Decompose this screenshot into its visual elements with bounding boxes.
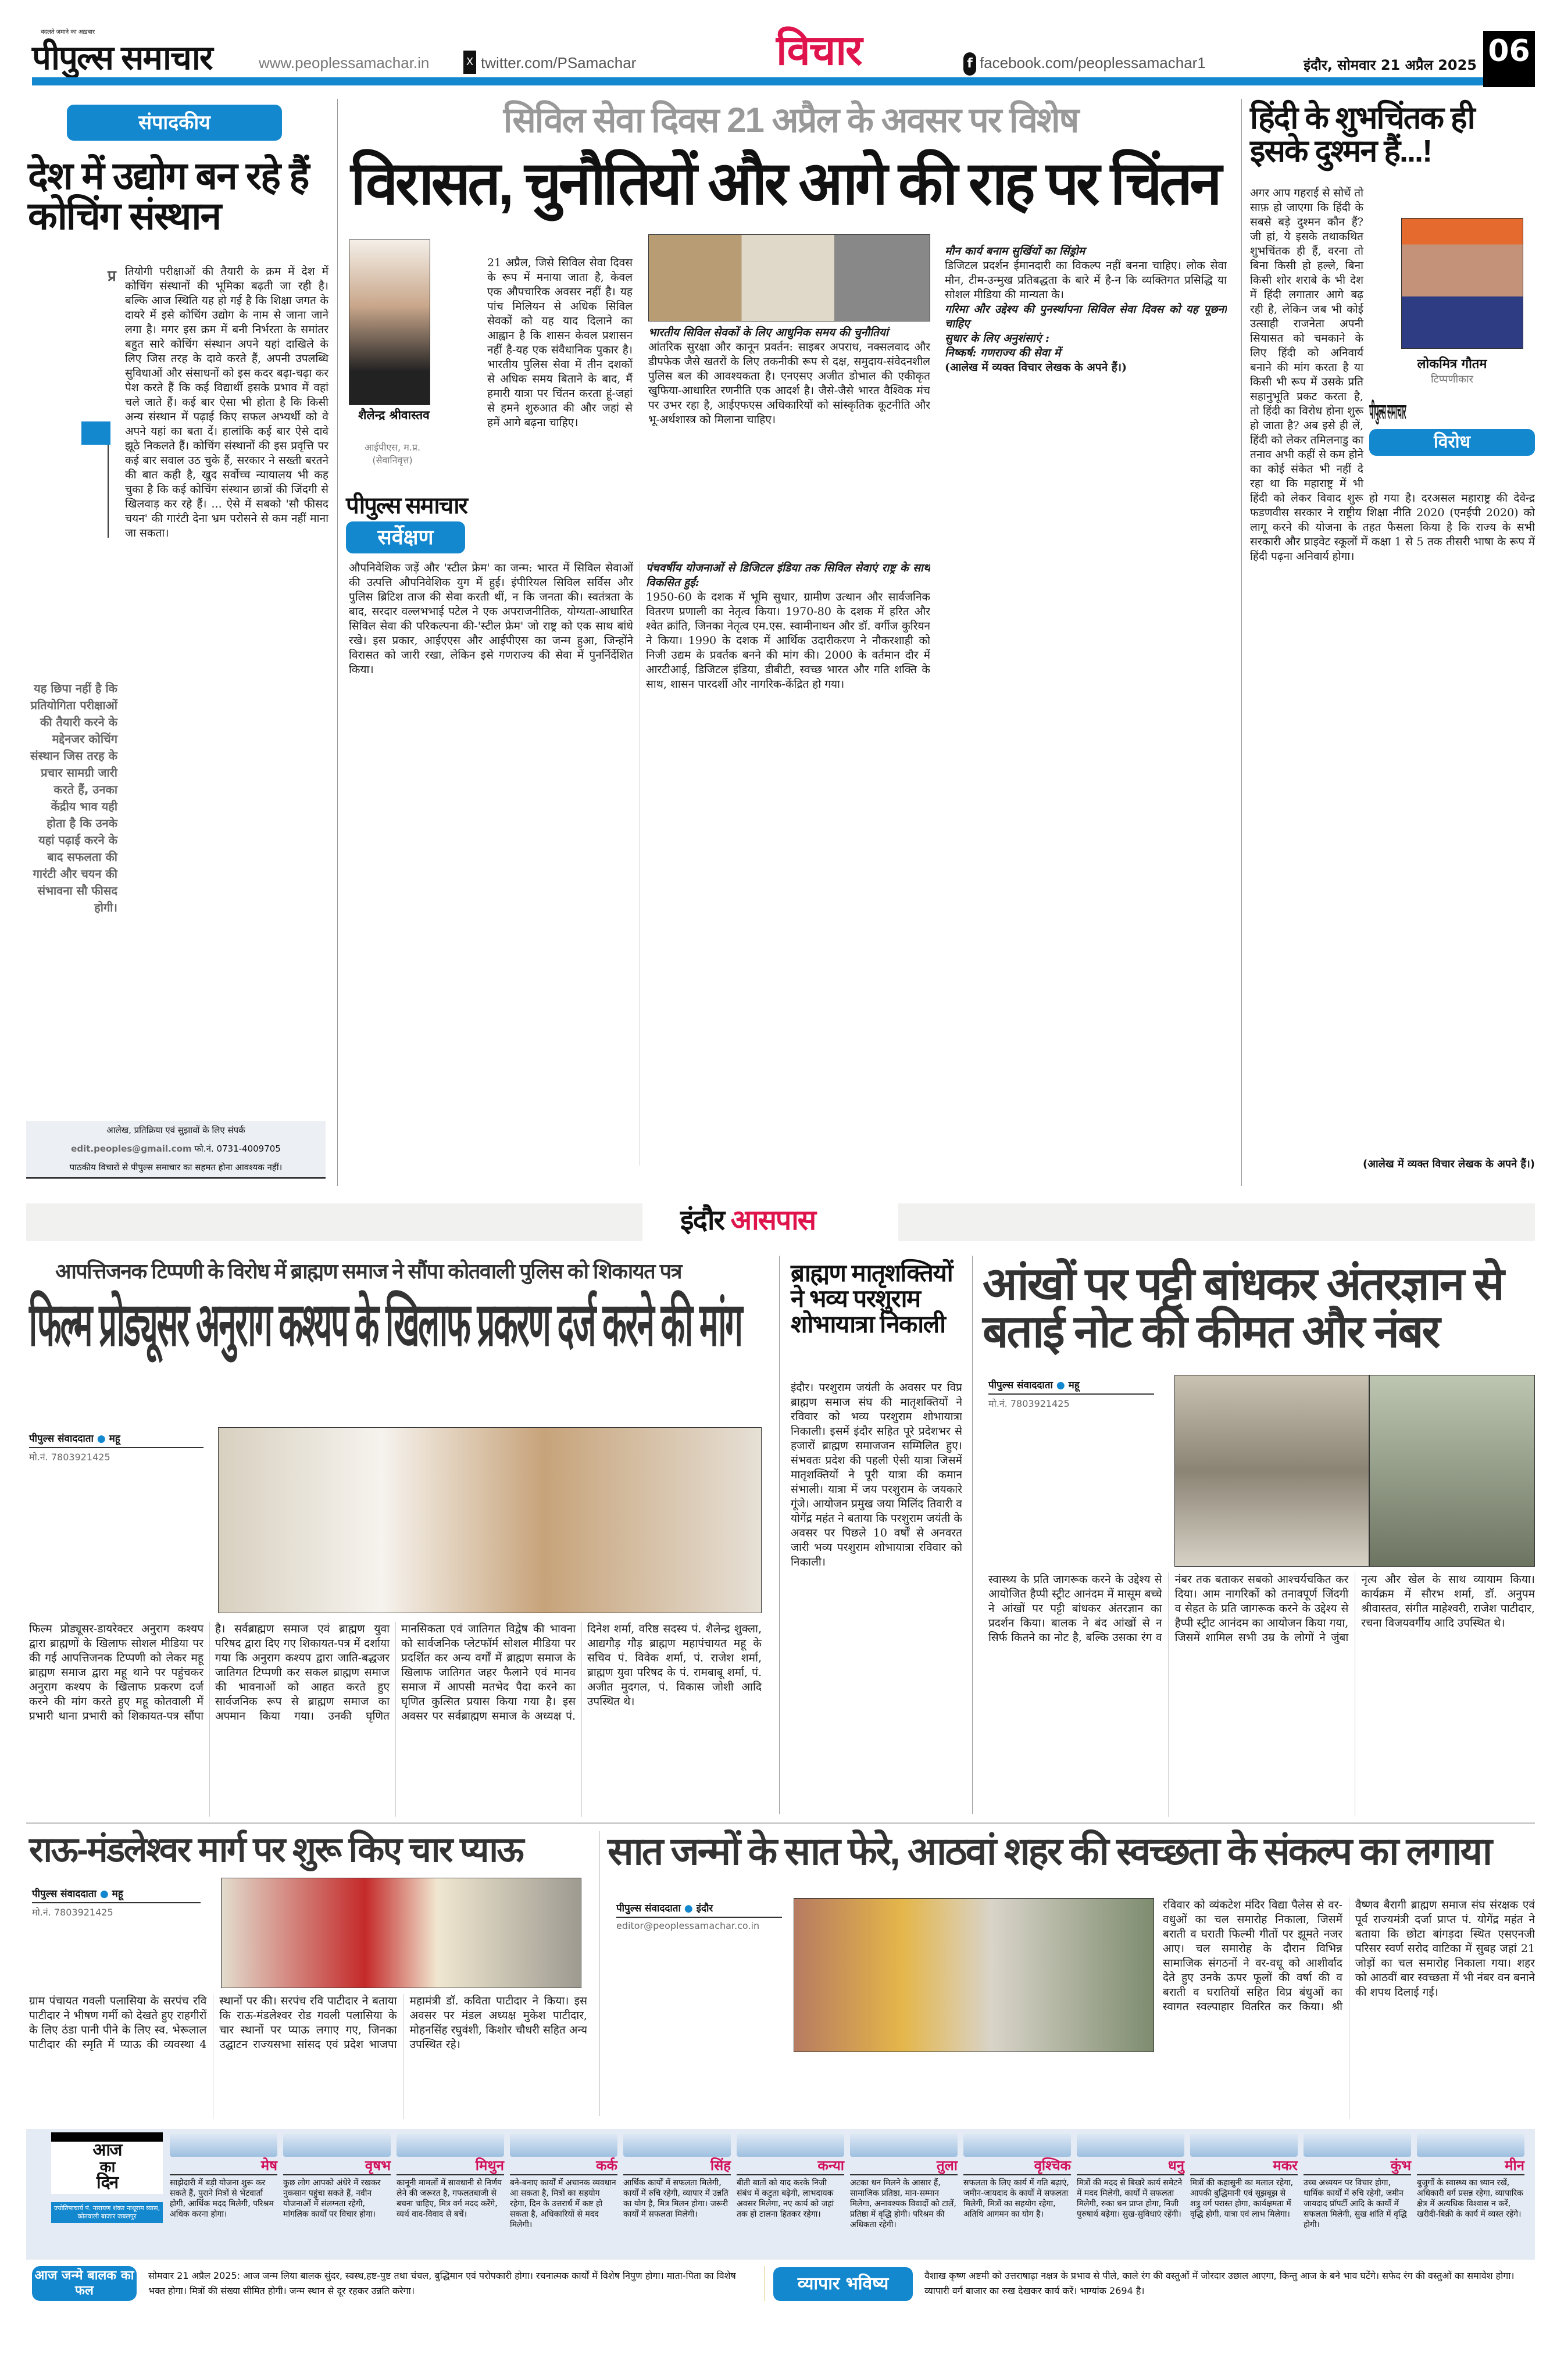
born-today-label: आज जन्मे बालक का फल	[32, 2266, 137, 2301]
opinion-series-logo: पीपुल्स समाचार	[1369, 399, 1406, 423]
sign-name: तुला	[850, 2157, 958, 2175]
sign-text: सफलता के लिए कार्य में गति बढ़ाएं, जमीन-जायदाद के कार्यों में सफलता मिलेगी, मित्रों का सहयोग रहेगा, अतिथि आगमन का योग है।	[963, 2178, 1069, 2219]
horoscope-sign	[1417, 2134, 1524, 2220]
page-number: 06	[1483, 31, 1535, 87]
sign-name: वृषभ	[283, 2157, 391, 2175]
zodiac-icon	[1190, 2134, 1298, 2157]
opinion-series-badge: विरोध	[1369, 429, 1535, 456]
sign-text: उच्च अध्ययन पर विचार होगा, धार्मिक कार्यों में रुचि रहेगी, जमीन जायदाद प्रॉपर्टी आदि के कार्यों में सफलता मिलेगी, सुख शांति में वृद्धि होगी।	[1304, 2178, 1407, 2229]
sign-name: मीन	[1417, 2157, 1524, 2175]
story3-headline: आंखों पर पट्टी बांधकर अंतरज्ञान से बताई नोट की कीमत और नंबर	[983, 1258, 1503, 1357]
editorial-headline: देश में उद्योग बन रहे हैं कोचिंग संस्थान	[28, 154, 309, 238]
lead-body-4: डिजिटल प्रदर्शन ईमानदारी का विकल्प नहीं बनना चाहिए। लोक सेवा मौन, टीम-उन्मुख प्रतिबद्धता के बारे में है-न कि व्यक्तिगत प्रसिद्धि या सोशल मीडिया की मान्यता के।	[945, 259, 1227, 301]
sign-name: कुंभ	[1304, 2157, 1411, 2175]
zodiac-icon	[737, 2134, 844, 2157]
author-photo	[349, 240, 430, 405]
story5-photo	[794, 1898, 1154, 2052]
sign-text: साझेदारी में बड़ी योजना शुरू कर सकते हैं, पुराने मित्रों से भेंटवार्ता होगी, आर्थिक मदद मिलेगी, परिश्रम अधिक करना होगा।	[170, 2178, 274, 2219]
story3-photo-child	[1369, 1375, 1535, 1567]
lead-body-2: 1950-60 के दशक में भूमि सुधार, ग्रामीण उत्थान और सार्वजनिक वितरण प्रणाली का नेतृत्व किया। 1970-80 के दशक में हरित और श्वेत क्रांति, जिनका नेतृत्व एम.एस. स्वामीनाथन और डॉ. वर्गीज कुरियन ने किया। 1990 के दशक में आर्थिक उदारीकरण ने नौकरशाही को निजी उद्यम के प्रवर्तक बनने की मांग की। 2000 के वर्तमान दौर में आरटीआई, डिजिटल इंडिया, डीबीटी, स्वच्छ भारत और गति शक्ति के साथ, शासन पारदर्शी और नागरिक-केंद्रित हो गया।	[646, 591, 930, 691]
sign-text: बीती बातों को याद करके निजी संबंध में कटुता बढ़ेगी, लाभदायक अवसर मिलेगा, नए कार्य को जहां तक हो टालना हितकर रहेगा।	[737, 2178, 834, 2219]
story1-byline: पीपुल्स संवाददाता ● महू	[29, 1431, 203, 1448]
horoscope-sign	[737, 2134, 844, 2220]
opinion-text: अगर आप गहराई से सोचें तो साफ़ हो जाएगा कि हिंदी के सबसे बड़े दुश्मन कौन हैं? जी हां, ये इसके तथाकथित शुभचिंतक ही हैं, वरना तो बिना किसी हो हल्ले, बिना किसी शोर शराबे के भी देश में हिंदी लगातार आगे बढ़ रही है, लेकिन जब भी कोई उत्साही राजनेता अपनी सियासत को चमकाने के लिए हिंदी को अनिवार्य बनाने की मांग करता है या किसी भी रूप में उसके प्रति सहानुभूति प्रकट करता है, तो हिंदी का विरोध होना शुरू हो जाता है? अब इसे ही लें, हिंदी को लेकर तमिलनाडु का तनाव अभी कहीं से कम होने का कोई संकेत भी नहीं दे रहा था कि महाराष्ट्र में भी हिंदी को लेकर विवाद शुरू हो गया है। दरअसल महाराष्ट्र की देवेन्द्र फडणवीस सरकार ने राष्ट्रीय शिक्षा नीति 2020 (एनईपी 2020) को लागू करने की योजना के तहत फैसला किया है कि राज्य के सभी सरकारी और प्राइवेट स्कूलों में कक्षा 1 से 5 तक तीसरी भाषा के रूप में हिंदी पढ़ना अनिवार्य होगा।	[1250, 187, 1535, 563]
contact-phone: फो.नं. 0731-4009705	[194, 1143, 281, 1154]
opinion-body	[1250, 186, 1535, 1139]
lead-intro: 21 अप्रैल, जिसे सिविल सेवा दिवस के रूप में मनाया जाता है, केवल एक औपचारिक अवसर नहीं है। यह पांच मिलियन से अधिक सिविल सेवकों को यह याद दिलाने का आह्वान है कि शासन केवल प्रशासन नहीं है-यह एक संवैधानिक पुकार है। भारतीय पुलिस सेवा में तीन दशकों से अधिक समय बिताने के बाद, मैं हमारी यात्रा पर चिंतन करता हूं-जहां से हमने शुरुआत की और जहां से हमें आगे बढ़ना चाहिए।	[487, 256, 633, 429]
zodiac-icon	[170, 2134, 277, 2157]
contact-line: आलेख, प्रतिक्रिया एवं सुझावों के लिए संपर्क	[106, 1125, 245, 1135]
story4-text: ग्राम पंचायत गवली पलासिया के सरपंच रवि पाटीदार ने भीषण गर्मी को देखते हुए राहगीरों के लिए ठंडा पानी पीने के लिए स्व. भेरूलाल पाटीदार की स्मृति में प्याऊ की व्यवस्था 4 स्थानों पर की। सरपंच रवि पाटीदार ने बताया कि राऊ-मंडलेश्वर रोड गवली पलासिया के चार स्थानों पर प्याऊ लगाए गए, जिनका उद्घाटन राज्यसभा सांसद एवं प्रदेश भाजपा महामंत्री डॉ. कविता पाटीदार ने किया। इस अवसर पर मंडल अध्यक्ष मुकेश पाटीदार, मोहनसिंह रघुवंशी, किशोर चौधरी सहित अन्य उपस्थित रहे।	[29, 1995, 587, 2051]
sign-name: मिथुन	[397, 2157, 504, 2175]
byline-reporter: पीपुल्स संवाददाता	[988, 1380, 1053, 1391]
story5-headline: सात जन्मों के सात फेरे, आठवां शहर की स्वच्छता के संकल्प का लगाया	[608, 1829, 1491, 1872]
divider	[26, 1822, 1535, 1824]
story1-body	[29, 1622, 762, 1817]
zodiac-icon	[1304, 2134, 1411, 2157]
zodiac-icon	[850, 2134, 958, 2157]
story5-email[interactable]: editor@peoplessamachar.co.in	[616, 1920, 760, 1931]
business-text: वैशाख कृष्ण अष्टमी को उत्तराषाढ़ा नक्षत्र के प्रभाव से पीले, काले रंग की वस्तुओं में जोरदार उछाल आएगा, किन्तु आज के बने भाव घटेंगे। सफेद रंग की वस्तुओं का समावेश होगा। व्यापारी वर्ग बाजार का रुख देखकर कार्य करें। भाग्यांक 2694 है।	[924, 2270, 1515, 2296]
title-aaj: आज	[92, 2140, 122, 2160]
sign-name: कर्क	[510, 2157, 617, 2175]
lead-headline: विरासत, चुनौतियों और आगे की राह पर चिंतन	[351, 150, 1219, 217]
section-title: विचार	[776, 27, 862, 74]
photo-caption-subhead: भारतीय सिविल सेवकों के लिए आधुनिक समय की चुनौतियां	[648, 326, 888, 339]
lead-endnote: (आलेख में व्यक्त विचार लेखक के अपने हैं।)	[945, 361, 1127, 374]
byline-place: इंदौर	[696, 1903, 713, 1914]
series-badge: सर्वेक्षण	[346, 521, 465, 553]
story1-byline-block	[29, 1431, 203, 1463]
lead-subhead-3: गरिमा और उद्देश्य की पुनर्स्थापना सिविल सेवा दिवस को यह पूछना चाहिए	[945, 303, 1227, 330]
born-today-text: सोमवार 21 अप्रैल 2025: आज जन्म लिया बालक सुंदर, स्वस्थ,हष्ट-पुष्ट तथा चंचल, बुद्धिमान एवं परोपकारी होगा। रचनात्मक कार्यों में विशेष निपुण होगा। माता-पिता का विशेष भक्त होगा। मित्रों की संख्या सीमित होगी। जन्म स्थान से दूर रहकर उन्नति करेगा।	[148, 2270, 736, 2296]
lead-subhead-2: मौन कार्य बनाम सुर्खियों का सिंड्रोम	[945, 245, 1085, 258]
sign-text: बुजुर्गों के स्वास्थ्य का ध्यान रखें, अधिकारी वर्ग प्रसन्न रहेगा, व्यापारिक क्षेत्र में अत्यधिक विश्वास न करें, खरीदी-बिक्री के कार्य में व्यस्त रहेंगे।	[1417, 2178, 1523, 2219]
facebook-link[interactable]: facebook.com/peoplessamachar1	[980, 54, 1206, 72]
horoscope-title	[51, 2132, 163, 2194]
title-ka: का	[99, 2158, 115, 2175]
x-twitter-icon: X	[463, 51, 476, 74]
zodiac-icon	[1417, 2134, 1524, 2157]
opinion-headline: हिंदी के शुभचिंतक ही इसके दुश्मन हैं...!	[1250, 101, 1474, 169]
sign-text: अटका धन मिलने के आसार हैं, सामाजिक प्रतिष्ठा, मान-सम्मान मिलेगा, अनावश्यक विवादों को टालें, प्रतिष्ठा में वृद्धि होगी। परिश्रम की अधिकता रहेगी।	[850, 2178, 956, 2229]
quote-flag-icon	[81, 421, 110, 445]
horoscope-sign	[850, 2134, 958, 2230]
author-role: आईपीएस, म.प्र.	[364, 442, 421, 453]
sign-text: आर्थिक कार्यों में सफलता मिलेगी, कार्यों में रुचि रहेगी, व्यापार में उन्नति का योग है, मित्र मिलन होगा। जरूरी कार्यों में सफलता मिलेगी।	[623, 2178, 728, 2219]
contact-email[interactable]: edit.peoples@gmail.com	[71, 1143, 192, 1154]
sign-name: सिंह	[623, 2157, 731, 2175]
sign-name: धनु	[1077, 2157, 1184, 2175]
series-logo: पीपुल्स समाचार	[346, 493, 467, 519]
tagline: बदलते ज़माने का अख़बार	[41, 29, 95, 35]
disclaimer: पाठकीय विचारों से पीपुल्स समाचार का सहमत होना आवश्यक नहीं।	[69, 1162, 283, 1173]
lead-subhead-5: निष्कर्ष: गणराज्य की सेवा में	[945, 346, 1061, 359]
lead-subhead-4: सुधार के लिए अनुशंसाएं :	[945, 332, 1049, 345]
byline-reporter: पीपुल्स संवाददाता	[32, 1888, 97, 1900]
byline-reporter: पीपुल्स संवाददाता	[616, 1903, 681, 1914]
section-sub: आसपास	[730, 1205, 816, 1236]
lead-subhead-1: पंचवर्षीय योजनाओं से डिजिटल इंडिया तक सिविल सेवाएं राष्ट्र के साथ विकसित हुईं:	[646, 562, 930, 589]
sign-text: बने-बनाए कार्यों में अचानक व्यवधान आ सकता है, मित्रों का सहयोग रहेगा, दिन के उत्तरार्ध में कष्ट हो सकता है, अधिकारियों से मदद मिलेगी।	[510, 2178, 616, 2229]
opinion-endnote: (आलेख में व्यक्त विचार लेखक के अपने हैं।)	[1363, 1158, 1535, 1170]
sign-text: कुछ लोग आपको अंधेरे में रखकर नुकसान पहुंचा सकते हैं, नवीन योजनाओं में संलग्नता रहेगी, मांगलिक कार्यों पर विचार होगा।	[283, 2178, 381, 2219]
section-band-right	[898, 1203, 1535, 1241]
header-bar	[32, 77, 1483, 85]
horoscope-sign	[397, 2134, 504, 2220]
story2-headline: ब्राह्मण मातृशक्तियों ने भव्य परशुराम शोभायात्रा निकाली	[791, 1259, 953, 1338]
lead-kicker: सिविल सेवा दिवस 21 अप्रैल के अवसर पर विशेष	[503, 101, 1079, 140]
author-status: (सेवानिवृत्त)	[372, 455, 413, 466]
editorial-pullquote: यह छिपा नहीं है कि प्रतियोगिता परीक्षाओं की तैयारी करने के मद्देनजर कोचिंग संस्थान जिस तरह के प्रचार सामग्री जारी करते हैं, उनका केंद्रीय भाव यही होता है कि उनके यहां पढ़ाई करने के बाद सफलता की गारंटी और चयन की संभावना सौ फीसद होगी।	[30, 681, 117, 914]
byline-place: महू	[112, 1888, 123, 1900]
zodiac-icon	[1077, 2134, 1184, 2157]
sign-name: मकर	[1190, 2157, 1298, 2175]
story1-mobile: मो.नं. 7803921425	[29, 1452, 110, 1463]
contact-box	[26, 1121, 326, 1179]
horoscope-sign	[623, 2134, 731, 2220]
horoscope-sign	[283, 2134, 391, 2220]
story3-body	[988, 1573, 1535, 1817]
author-name: शैलेन्द्र श्रीवास्तव	[358, 408, 430, 422]
horoscope-sign	[963, 2134, 1071, 2220]
sign-name: मेष	[170, 2157, 277, 2175]
story4-byline-block	[32, 1886, 201, 1918]
dateline: इंदौर, सोमवार 21 अप्रैल 2025	[1304, 57, 1477, 73]
lead-right-column	[945, 244, 1227, 1168]
zodiac-icon	[283, 2134, 391, 2157]
horoscope-sign	[510, 2134, 617, 2230]
astrologer-credit: ज्योतिषाचार्य पं. नारायण शंकर नाथूराम व्यास, कोतवाली बाजार जबलपुर	[51, 2202, 163, 2223]
editorial-body: तियोगी परीक्षाओं की तैयारी के क्रम में देश में कोचिंग संस्थानों की भूमिका बढ़ती जा रही है। बल्कि आज स्थिति यह हो गई है कि शिक्षा जगत के दायरे में इसे कोचिंग उद्योग के नाम से जाना जाने लगा है। मगर इस क्रम में बनी निर्भरता के समांतर बहुत सारे कोचिंग संस्थान अपने यहां दाखिले के लिए जिस तरह के दावे करते हैं, अपनी उपलब्धि सुविधाओं और संसाधनों को इस कदर बढ़ा-चढ़ा कर पेश करते हैं कि कई विद्यार्थी इसके प्रभाव में वहां चले जाते हैं। कई बार ऐसा भी होता है कि किसी अन्य संस्थान में पढ़ाई किए सफल अभ्यर्थी को वे अपने यहां का बता दें। हालांकि कई बार ऐसे दावे झूठे निकलते हैं। कोचिंग संस्थानों की इस प्रवृत्ति पर कई बार सवाल उठ चुके हैं, सरकार ने सख्ती बरतने की बात कही है, खुद सर्वोच्च न्यायालय भी कह चुका है कि कई कोचिंग संस्थान छात्रों की जिंदगी से खिलवाड़ कर रहे हैं। ... ऐसे में सबको 'सौ फीसद चयन' की गारंटी देना भ्रम परोसने से कम नहीं माना जा सकता।	[125, 265, 328, 539]
horoscope-sign	[1190, 2134, 1298, 2220]
section-band-left	[26, 1203, 642, 1241]
section-city: इंदौर	[680, 1205, 724, 1236]
story3-mobile: मो.नं. 7803921425	[988, 1398, 1070, 1409]
title-din: दिन	[96, 2173, 118, 2192]
newspaper-logo: पीपुल्स समाचार	[32, 39, 212, 77]
byline-place: महू	[109, 1433, 120, 1445]
local-section-title	[680, 1206, 815, 1235]
horoscope-sign	[170, 2134, 277, 2220]
story4-headline: राऊ-मंडलेश्वर मार्ग पर शुरू किए चार प्याऊ	[29, 1830, 523, 1869]
civil-servants-photo	[648, 234, 930, 321]
photo-spacer	[1363, 212, 1535, 491]
story1-text: फिल्म प्रोड्यूसर-डायरेक्टर अनुराग कश्यप द्वारा ब्राह्मणों के खिलाफ सोशल मीडिया पर की गई आपत्तिजनक टिप्पणी को लेकर महू ब्राह्मण समाज द्वारा महू थाने पर पहुंचकर अनुराग कश्यप के खिलाफ प्रकरण दर्ज करने की मांग करते हुए महू कोतवाली में प्रभारी थाना प्रभारी को शिकायत-पत्र सौंपा है। सर्वब्राह्मण समाज एवं ब्राह्मण युवा परिषद द्वारा दिए गए शिकायत-पत्र में दर्शाया गया कि अनुराग कश्यप द्वारा जाति-बद्धजर जातिगत टिप्पणी कर सकल ब्राह्मण समाज की भावनाओं को आहत करते हुए सार्वजनिक रूप से ब्राह्मण समाज का अपमान किया गया। उनकी घृणित मानसिकता एवं जातिगत विद्वेष की भावना को सार्वजनिक प्लेटफॉर्म सोशल मीडिया पर प्रदर्शित कर अन्य वर्गों में ब्राह्मण समाज के खिलाफ जातिगत जहर फैलाने एवं मानव समाज में आपसी मतभेद पैदा करने का घृणित कुत्सित प्रयास किया गया है। इस अवसर पर सर्वब्राह्मण समाज के अध्यक्ष पं. दिनेश शर्मा, वरिष्ठ सदस्य पं. शैलेन्द्र शुक्ला, आद्यगौड़ गौड़ ब्राह्मण महापंचायत महू के सचिव पं. विवेक शर्मा, पं. राजेश शर्मा, ब्राह्मण युवा परिषद के पं. रामबाबू शर्मा, पं. अजीत मुदगल, पं. विकास जोशी आदि उपस्थित थे।	[29, 1623, 762, 1723]
zodiac-icon	[510, 2134, 617, 2157]
horoscope-sign	[1077, 2134, 1184, 2220]
story1-headline: फिल्म प्रोड्यूसर अनुराग कश्यप के खिलाफ प्रकरण दर्ज करने की मांग	[29, 1291, 742, 1359]
lead-column-b	[648, 326, 930, 552]
story3-byline-block	[988, 1378, 1154, 1410]
zodiac-icon	[623, 2134, 731, 2157]
editorial-label: संपादकीय	[67, 105, 282, 141]
horoscope-sign	[1304, 2134, 1411, 2230]
masthead	[26, 26, 1535, 87]
lead-body-1: औपनिवेशिक जड़ें और 'स्टील फ्रेम' का जन्म: भारत में सिविल सेवाओं की उत्पत्ति औपनिवेशिक युग में हुई। इंपीरियल सिविल सर्विस और पुलिस ब्रिटिश ताज की सेवा करती थीं, न कि जनता की। स्वतंत्रता के बाद, सरदार वल्लभभाई पटेल ने एक अपराजनीतिक, योग्यता-आधारित सिविल सेवा की परिकल्पना की-'स्टील फ्रेम' जो राष्ट्र को एक साथ बांधे रखे। इस प्रकार, आईएएस और आईपीएस का जन्म हुआ, जिन्होंने विरासत को जारी रखा, लेकिन इसे गणराज्य की सेवा में पुनर्निर्देशित किया।	[349, 562, 633, 676]
byline-place: महू	[1068, 1380, 1080, 1391]
story3-photo-group	[1174, 1375, 1369, 1567]
story5-body	[1163, 1898, 1535, 2119]
business-label: व्यापार भविष्य	[773, 2267, 913, 2301]
story5-text: रविवार को व्यंकटेश मंदिर विद्या पैलेस से वर-वधुओं का चल समारोह निकाला, जिसमें बराती व घराती फिल्मी गीतों पर झूमते नजर आए। चल समारोह के दौरान विभिन्न सामाजिक संगठनों ने वर-वधू को आशीर्वाद देते हुए उनके ऊपर फूलों की वर्षा की व बराती व घरातियों सहित विप्र बंधुओं का स्वागत स्वल्पाहार वितरित कर किया। श्री वैष्णव बैरागी ब्राह्मण समाज संघ संरक्षक एवं पूर्व राज्यमंत्री दर्जा प्राप्त पं. योगेंद्र महंत ने बताया कि छोटा बांगड़दा स्थित एसएनजी परिसर स्वर्ण सरोद वाटिका में सुबह जहां 21 जोड़ों का चल समारोह निकाला गया। शहर को आठवीं बार स्वच्छता में भी नंबर वन बनाने की शपथ दिलाई गई।	[1163, 1899, 1535, 2013]
story4-byline: पीपुल्स संवाददाता ● महू	[32, 1886, 201, 1903]
opinion-author-role: टिप्पणीकार	[1430, 373, 1474, 385]
zodiac-icon	[963, 2134, 1071, 2157]
lead-body-3: आंतरिक सुरक्षा और कानून प्रवर्तन: साइबर अपराध, नक्सलवाद और डीपफेक जैसे खतरों के लिए तकनीकी रूप से दक्ष, समुदाय-संवेदनशील पुलिस बल की आवश्यकता है। एनएसए अजीत डोभाल की एकीकृत खुफिया-आधारित रणनीति एक आदर्श है। जैसे-जैसे भारत वैश्विक मंच पर उभर रहा है, आईएफएस अधिकारियों को सांस्कृतिक कूटनीति और भू-अर्थशास्त्र को मिलाना चाहिए।	[648, 341, 930, 426]
website-link[interactable]: www.peoplessamachar.in	[259, 54, 430, 72]
story4-body	[29, 1994, 587, 2119]
sign-text: मित्रों की कहासुनी का मलाल रहेगा, आपकी बुद्धिमानी एवं सूझबूझ से शत्रु वर्ग परास्त होगा, कार्यक्षमता में वृद्धि होगी, यात्रा एवं लाभ मिलेगा।	[1190, 2178, 1294, 2219]
twitter-link[interactable]: twitter.com/PSamachar	[481, 54, 637, 72]
byline-reporter: पीपुल्स संवाददाता	[29, 1433, 94, 1445]
story1-photo	[218, 1427, 762, 1613]
story2-body: इंदौर। परशुराम जयंती के अवसर पर विप्र ब्राह्मण समाज संघ की मातृशक्तियों ने रविवार को भव्य परशुराम शोभायात्रा निकाली। इसमें इंदौर सहित पूरे प्रदेशभर से हजारों ब्राह्मण समाजजन सम्मिलित हुए। संभवतः प्रदेश की पहली ऐसी यात्रा जिसमें मातृशक्तियों ने पूरी यात्रा की कमान संभाली। यात्रा में जय परशुराम के जयकारे गूंजे। आयोजन प्रमुख जया मिलिंद तिवारी व योगेंद्र महंत ने बताया कि परशुराम जयंती के अवसर पर पिछले 10 वर्षों से अनवरत जारी भव्य परशुराम शोभायात्रा रविवार को निकाली।	[791, 1381, 962, 1568]
lead-body	[349, 561, 930, 1166]
story5-byline-block	[616, 1901, 782, 1931]
story4-photo	[221, 1878, 581, 1988]
sign-name: कन्या	[737, 2157, 844, 2175]
opinion-author-name: लोकमित्र गौतम	[1417, 357, 1487, 371]
story5-byline: पीपुल्स संवाददाता ● इंदौर	[616, 1901, 782, 1918]
sign-name: वृश्चिक	[963, 2157, 1071, 2175]
story3-text: स्वास्थ्य के प्रति जागरूक करने के उद्देश्य से आयोजित हैप्पी स्ट्रीट आनंदम में मासूम बच्चे ने आंखों पर पट्टी बांधकर अंतरज्ञान का प्रदर्शन किया। बालक ने बंद आंखों से न सिर्फ कितने का नोट है, बल्कि उसका रंग व नंबर तक बताकर सबको आश्चर्यचकित कर दिया। आम नागरिकों को तनावपूर्ण जिंदगी व सेहत के प्रति जागरूक करने के उद्देश्य से हैप्पी स्ट्रीट आनंदम का आयोजन किया गया, जिसमें शामिल सभी उम्र के लोगों ने जुंबा नृत्य और खेल के साथ व्यायाम किया। कार्यक्रम में सौरभ शर्मा, डॉ. अनुपम श्रीवास्तव, संगीत माहेश्वरी, राजेश पाटीदार, रचना विजयवर्गीय आदि उपस्थित थे।	[988, 1573, 1535, 1644]
sign-text: मित्रों की मदद से बिखरे कार्य समेटने में मदद मिलेगी, कार्यों में सफलता मिलेगी, रुका धन प्राप्त होगा, निजी पुरुषार्थ बढ़ेगा। सुख-सुविधाएं रहेंगी।	[1077, 2178, 1183, 2219]
drop-cap: प्र	[108, 267, 116, 285]
facebook-icon: f	[963, 52, 976, 76]
story3-byline: पीपुल्स संवाददाता ● महू	[988, 1378, 1154, 1395]
story4-mobile: मो.नं. 7803921425	[32, 1907, 113, 1918]
sign-text: कानूनी मामलों में सावधानी से निर्णय लेने की जरूरत है, गफलतबाजी से बचना चाहिए, मित्र वर्ग मदद करेंगे, व्यर्थ वाद-विवाद से बचें।	[397, 2178, 502, 2219]
story1-kicker: आपत्तिजनक टिप्पणी के विरोध में ब्राह्मण समाज ने सौंपा कोतवाली पुलिस को शिकायत पत्र	[55, 1259, 681, 1283]
zodiac-icon	[397, 2134, 504, 2157]
